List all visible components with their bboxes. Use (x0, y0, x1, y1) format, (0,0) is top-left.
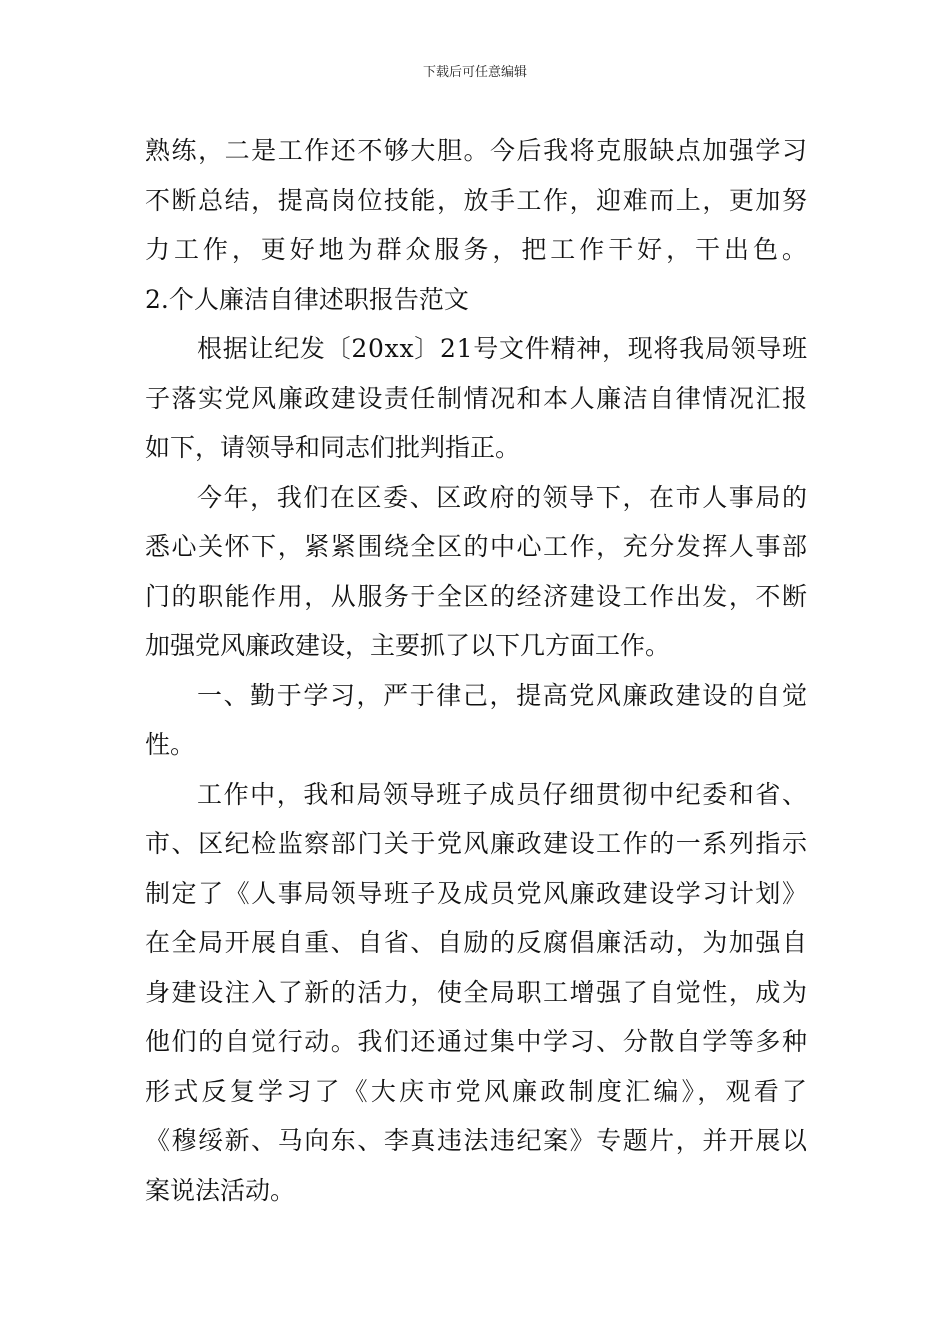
page-header: 下载后可任意编辑 (422, 65, 527, 80)
text-line: 在全局开展自重、自省、自励的反腐倡廉活动，为加强自 (145, 928, 809, 957)
text-line: 加强党风廉政建设，主要抓了以下几方面工作。 (145, 631, 671, 660)
text-line: 工作中，我和局领导班子成员仔细贯彻中纪委和省、 (197, 779, 809, 809)
text-line: 悉心关怀下，紧紧围绕全区的中心工作，充分发挥人事部 (145, 532, 809, 561)
text-line: 不断总结，提高岗位技能，放手工作，迎难而上，更加努 (145, 185, 809, 215)
text-line: 子落实党风廉政建设责任制情况和本人廉洁自律情况汇报 (145, 383, 809, 413)
text-line: 门的职能作用，从服务于全区的经济建设工作出发，不断 (145, 581, 809, 611)
document-body (145, 126, 811, 1215)
text-line: 性。 (145, 730, 196, 759)
text-line: 今年，我们在区委、区政府的领导下，在市人事局的 (197, 482, 809, 512)
text-line: 制定了《人事局领导班子及成员党风廉政建设学习计划》 (145, 878, 809, 908)
text-line: 力工作，更好地为群众服务，把工作干好，干出色。 (145, 235, 811, 264)
text-line: 身建设注入了新的活力，使全局职工增强了自觉性，成为 (145, 977, 809, 1007)
text-line: 市、区纪检监察部门关于党风廉政建设工作的一系列指示 (145, 829, 809, 858)
text-line: 根据让纪发〔20xx〕21号文件精神，现将我局领导班 (197, 334, 808, 363)
text-line: 2.个人廉洁自律述职报告范文 (145, 284, 469, 314)
text-line: 一、勤于学习，严于律己，提高党风廉政建设的自觉 (197, 680, 809, 710)
text-line: 他们的自觉行动。我们还通过集中学习、分散自学等多种 (145, 1027, 809, 1056)
text-line: 《穆绥新、马向东、李真违法违纪案》专题片，并开展以 (145, 1126, 809, 1155)
text-line: 熟练，二是工作还不够大胆。今后我将克服缺点加强学习 (145, 136, 809, 165)
text-line: 案说法活动。 (145, 1175, 296, 1205)
text-line: 如下，请领导和同志们批判指正。 (145, 433, 521, 462)
text-line: 形式反复学习了《大庆市党风廉政制度汇编》，观看了 (145, 1076, 811, 1106)
